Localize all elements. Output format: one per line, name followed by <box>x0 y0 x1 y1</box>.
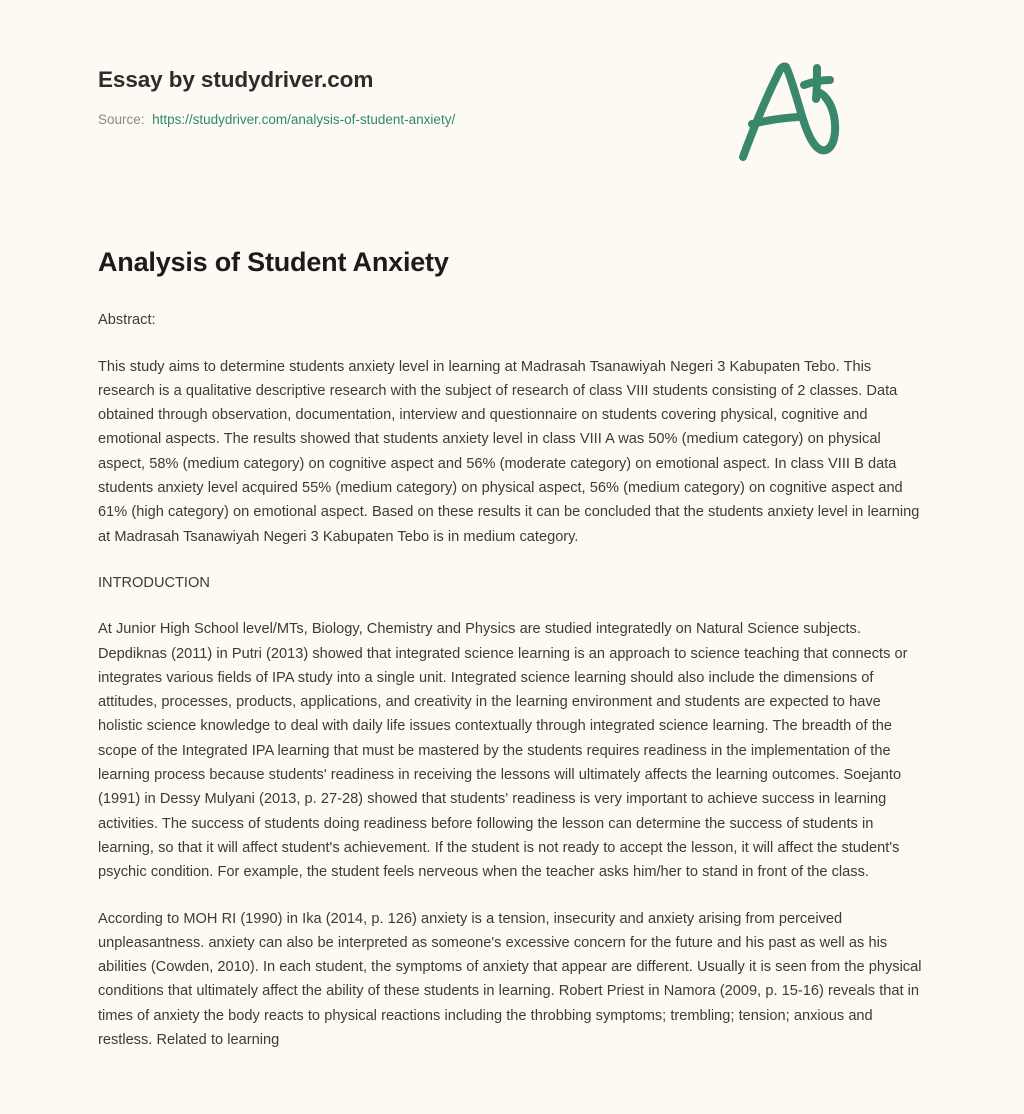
introduction-paragraph-1: At Junior High School level/MTs, Biology, Chemistry and Physics are studied integratedly on Natural Science subjects. Depdiknas (2011) in Putri (2013) showed that integrated science learning is an approach to science teaching that connects or integrates various fields of IPA study into a single unit. Integrated science learning should also include the dimensions of attitudes, processes, products, applications, and creativity in the learning environment and students are expected to have holistic science knowledge to deal with daily life issues contextually through integrated science learning. The breadth of the scope of the Integrated IPA learning that must be mastered by the students requires readiness in the implementation of the learning process because students' readiness in receiving the lessons will ultimately affects the learning outcomes. Soejanto (1991) in Dessy Mulyani (2013, p. 27-28) showed that students' readiness is very important to achieve success in learning activities. The success of students doing readiness before following the lesson can determine the success of students in learning, so that it will affect student's achievement. If the student is not ready to accept the lesson, it will affect the student's psychic condition. For example, the student feels nerveous when the teacher asks him/her to stand in front of the class. <box>98 621 908 881</box>
source-url-link[interactable]: https://studydriver.com/analysis-of-student-anxiety/ <box>152 112 456 127</box>
source-label: Source: <box>98 112 145 127</box>
abstract-paragraph: This study aims to determine students anxiety level in learning at Madrasah Tsanawiyah Negeri 3 Kabupaten Tebo. This research is a qualitative descriptive research with the subject of research of class VIII students consisting of 2 classes. Data obtained through observation, documentation, interview and questionnaire on students covering physical, cognitive and emotional aspects. The results showed that students anxiety level in class VIII A was 50% (medium category) on physical aspect, 58% (medium category) on cognitive aspect and 56% (moderate category) on emotional aspect. In class VIII B data students anxiety level acquired 55% (medium category) on physical aspect, 56% (medium category) on cognitive aspect and 61% (high category) on emotional aspect. Based on these results it can be concluded that the students anxiety level in learning at Madrasah Tsanawiyah Negeri 3 Kabupaten Tebo is in medium category. <box>98 358 920 545</box>
page-header <box>98 0 926 129</box>
document-body <box>98 279 926 1052</box>
abstract-label: Abstract: <box>98 312 156 329</box>
introduction-heading: INTRODUCTION <box>98 574 210 591</box>
introduction-paragraph-2: According to MOH RI (1990) in Ika (2014, p. 126) anxiety is a tension, insecurity and anxiety arising from perceived unpleasantness. anxiety can also be interpreted as someone's excessive concern for the future and his past as well as his abilities (Cowden, 2010). In each student, the symptoms of anxiety that appear are different. Usually it is seen from the physical conditions that ultimately affect the ability of these students in learning. Robert Priest in Namora (2009, p. 15-16) reveals that in times of anxiety the body reacts to physical reactions including the throbbing symptoms; trembling; tension; anxious and restless. Related to learning <box>98 910 922 1049</box>
brand-title: Essay by studydriver.com <box>98 67 374 92</box>
studydriver-a-plus-logo-icon <box>730 52 846 168</box>
page-title: Analysis of Student Anxiety <box>98 246 449 277</box>
